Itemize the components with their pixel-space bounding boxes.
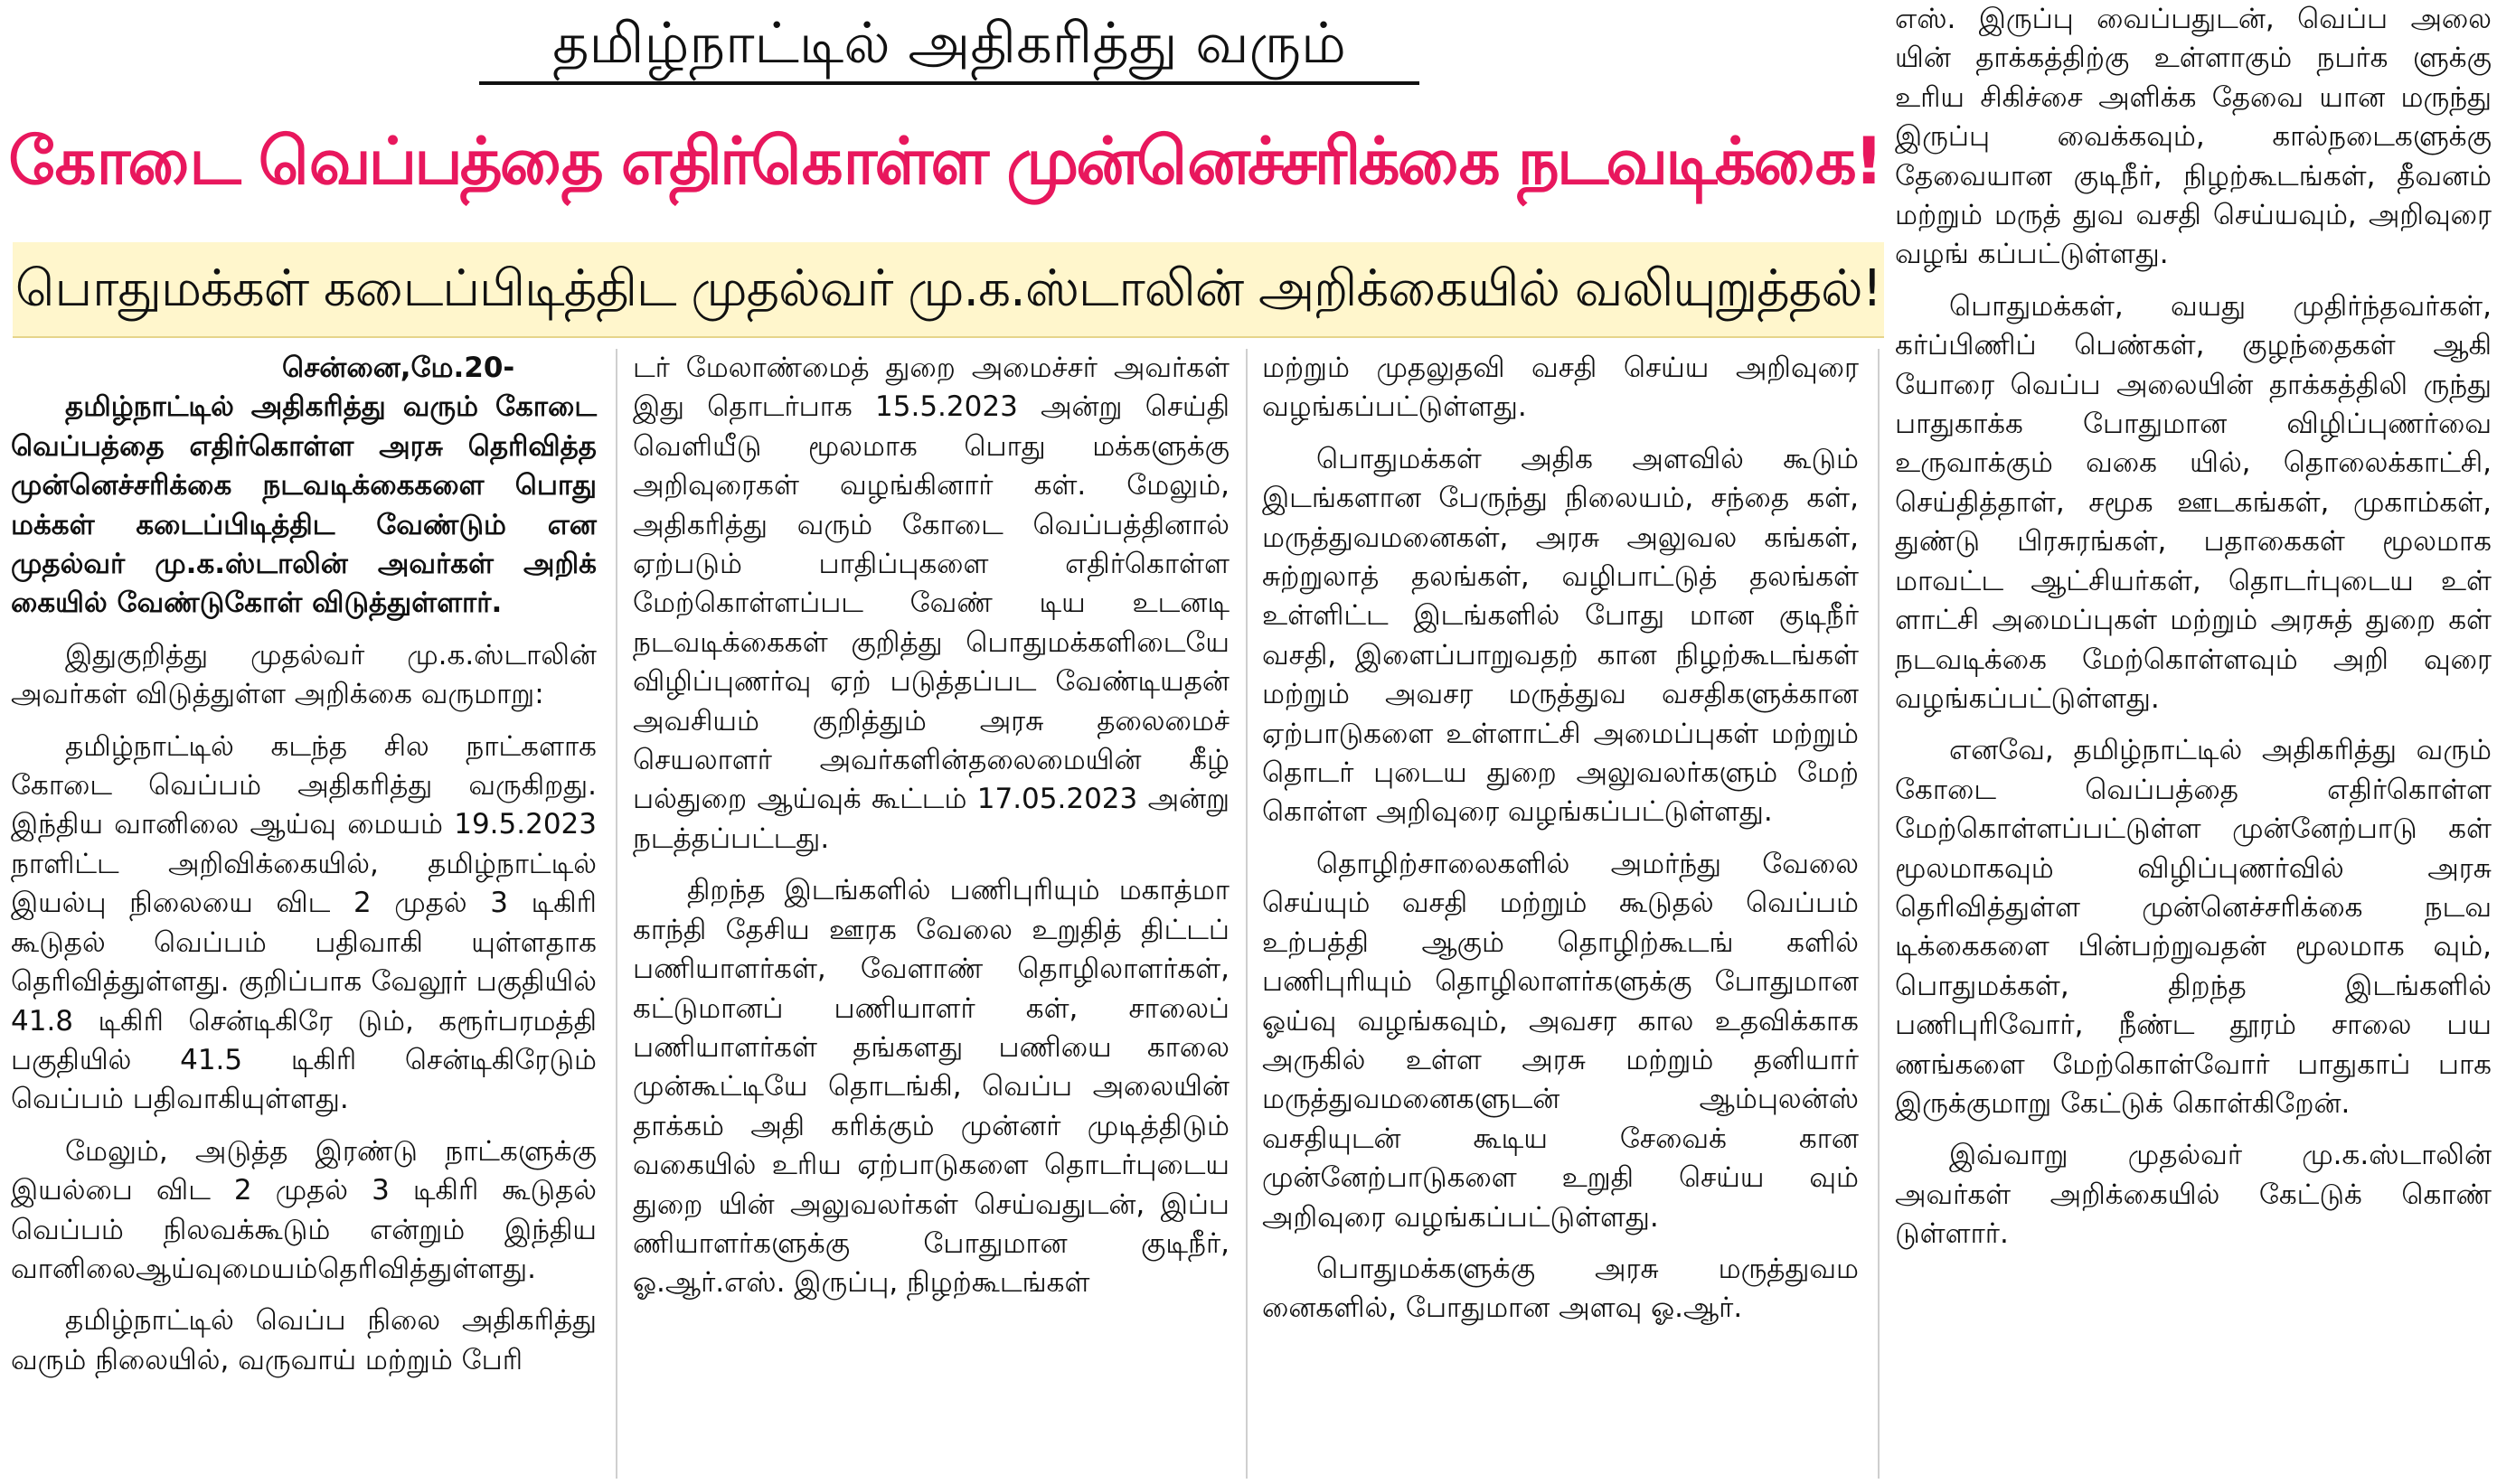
paragraph: தமிழ்நாட்டில் கடந்த சில நாட்களாக கோடை வெப்பம் அதிகரித்து வருகிறது. இந்திய வானிலை ஆய்வு மையம் 19.5.2023 நாளிட்ட அறிவிக்கையில், தமிழ்நாட்டில் இயல்பு நிலையை விட 2 முதல் 3 டிகிரி கூடுதல் வெப்பம் பதிவாகி யுள்ளதாக தெரிவித்துள்ளது. குறிப்பாக வேலூர் பகுதியில் 41.8 டிகிரி சென்டிகிரே டும், கரூர்பரமத்தி பகுதியில் 41.5 டிகிரி சென்டிகிரேடும் வெப்பம் பதிவாகியுள்ளது. <box>11 729 597 1116</box>
paragraph: பொதுமக்களுக்கு அரசு மருத்துவம னைகளில், போதுமான அளவு ஓ.ஆர். <box>1262 1252 1859 1325</box>
lead-paragraph: தமிழ்நாட்டில் அதிகரித்து வரும் கோடை வெப்பத்தை எதிர்கொள்ள அரசு தெரிவித்த முன்னெச்சரிக்கை நடவடிக்கைகளை பொது மக்கள் கடைப்பிடித்திட வேண்டும் என முதல்வர் மு.க.ஸ்டாலின் அவர்கள் அறிக் கையில் வேண்டுகோள் விடுத்துள்ளார். <box>11 390 597 620</box>
paragraph: டர் மேலாண்மைத் துறை அமைச்சர் அவர்கள் இது தொடர்பாக 15.5.2023 அன்று செய்தி வெளியீடு மூலமாக பொது மக்களுக்கு அறிவுரைகள் வழங்கினார் கள். மேலும், அதிகரித்து வரும் கோடை வெப்பத்தினால் ஏற்படும் பாதிப்புகளை எதிர்கொள்ள மேற்கொள்ளப்பட வேண் டிய உடனடி நடவடிக்கைகள் குறித்து பொதுமக்களிடையே விழிப்புணர்வு ஏற் படுத்தப்பட வேண்டியதன் அவசியம் குறித்தும் அரசு தலைமைச் செயலாளர் அவர்களின்தலைமையின் கீழ் பல்துறை ஆய்வுக் கூட்டம் 17.05.2023 அன்று நடத்தப்பட்டது. <box>633 352 1230 855</box>
sub-headline: பொதுமக்கள் கடைப்பிடித்திட முதல்வர் மு.க.ஸ்டாலின் அறிக்கையில் வலியுறுத்தல்! <box>13 242 1884 338</box>
kicker-headline: தமிழ்நாட்டில் அதிகரித்து வரும் <box>479 5 1419 85</box>
paragraph: தொழிற்சாலைகளில் அமர்ந்து வேலை செய்யும் வசதி மற்றும் கூடுதல் வெப்பம் உற்பத்தி ஆகும் தொழிற்கூடங் களில் பணிபுரியும் தொழிலாளர்களுக்கு போதுமான ஓய்வு வழங்கவும், அவசர கால உதவிக்காக அருகில் உள்ள அரசு மற்றும் தனியார் மருத்துவமனைகளுடன் ஆம்புலன்ஸ் வசதியுடன் கூடிய சேவைக் கான முன்னேற்பாடுகளை உறுதி செய்ய வும் அறிவுரை வழங்கப்பட்டுள்ளது. <box>1262 847 1859 1234</box>
dateline: சென்னை,மே.20- <box>282 352 515 384</box>
main-headline: கோடை வெப்பத்தை எதிர்கொள்ள முன்னெச்சரிக்கை நடவடிக்கை! <box>8 123 1881 199</box>
column-divider <box>1246 349 1248 1479</box>
paragraph: எஸ். இருப்பு வைப்பதுடன், வெப்ப அலை யின் தாக்கத்திற்கு உள்ளாகும் நபர்க ளுக்கு உரிய சிகிச்சை அளிக்க தேவை யான மருந்து இருப்பு வைக்கவும், கால்நடைகளுக்கு தேவையான குடிநீர், நிழற்கூடங்கள், தீவனம் மற்றும் மருத் துவ வசதி செய்யவும், அறிவுரை வழங் கப்பட்டுள்ளது. <box>1895 3 2492 271</box>
column-divider <box>616 349 617 1479</box>
article-column-2 <box>633 349 1230 1303</box>
paragraph: பொதுமக்கள், வயது முதிர்ந்தவர்கள், கர்ப்பிணிப் பெண்கள், குழந்தைகள் ஆகி யோரை வெப்ப அலையின் தாக்கத்திலி ருந்து பாதுகாக்க போதுமான விழிப்புணர்வை உருவாக்கும் வகை யில், தொலைக்காட்சி, செய்தித்தாள், சமூக ஊடகங்கள், முகாம்கள், துண்டு பிரசுரங்கள், பதாகைகள் மூலமாக மாவட்ட ஆட்சியர்கள், தொடர்புடைய உள் ளாட்சி அமைப்புகள் மற்றும் அரசுத் துறை கள் நடவடிக்கை மேற்கொள்ளவும் அறி வுரை வழங்கப்பட்டுள்ளது. <box>1895 289 2492 715</box>
article-column-1 <box>11 349 597 1380</box>
paragraph: இதுகுறித்து முதல்வர் மு.க.ஸ்டாலின் அவர்கள் விடுத்துள்ள அறிக்கை வருமாறு: <box>11 638 597 711</box>
paragraph: எனவே, தமிழ்நாட்டில் அதிகரித்து வரும் கோடை வெப்பத்தை எதிர்கொள்ள மேற்கொள்ளப்பட்டுள்ள முன்னேற்பாடு கள் மூலமாகவும் விழிப்புணர்வில் அரசு தெரிவித்துள்ள முன்னெச்சரிக்கை நடவ டிக்கைகளை பின்பற்றுவதன் மூலமாக வும், பொதுமக்கள், திறந்த இடங்களில் பணிபுரிவோர், நீண்ட தூரம் சாலை பய ணங்களை மேற்கொள்வோர் பாதுகாப் பாக இருக்குமாறு கேட்டுக் கொள்கிறேன். <box>1895 734 2492 1120</box>
column-divider <box>1878 349 1880 1479</box>
paragraph: மற்றும் முதலுதவி வசதி செய்ய அறிவுரை வழங்கப்பட்டுள்ளது. <box>1262 352 1859 424</box>
article-column-3 <box>1262 349 1859 1329</box>
paragraph: மேலும், அடுத்த இரண்டு நாட்களுக்கு இயல்பை விட 2 முதல் 3 டிகிரி கூடுதல் வெப்பம் நிலவக்கூடும் என்றும் இந்திய வானிலைஆய்வுமையம்தெரிவித்துள்ளது. <box>11 1134 597 1285</box>
paragraph: தமிழ்நாட்டில் வெப்ப நிலை அதிகரித்து வரும் நிலையில், வருவாய் மற்றும் பேரி <box>11 1304 597 1376</box>
paragraph: இவ்வாறு முதல்வர் மு.க.ஸ்டாலின் அவர்கள் அறிக்கையில் கேட்டுக் கொண் டுள்ளார். <box>1895 1139 2492 1251</box>
article-column-4 <box>1895 0 2492 1254</box>
paragraph: திறந்த இடங்களில் பணிபுரியும் மகாத்மா காந்தி தேசிய ஊரக வேலை உறுதித் திட்டப் பணியாளர்கள், வேளாண் தொழிலாளர்கள், கட்டுமானப் பணியாளர் கள், சாலைப் பணியாளர்கள் தங்களது பணியை காலை முன்கூட்டியே தொடங்கி, வெப்ப அலையின் தாக்கம் அதி கரிக்கும் முன்னர் முடித்திடும் வகையில் உரிய ஏற்பாடுகளை தொடர்புடைய துறை யின் அலுவலர்கள் செய்வதுடன், இப்ப ணியாளர்களுக்கு போதுமான குடிநீர், ஓ.ஆர்.எஸ். இருப்பு, நிழற்கூடங்கள் <box>633 874 1230 1300</box>
paragraph: பொதுமக்கள் அதிக அளவில் கூடும் இடங்களான பேருந்து நிலையம், சந்தை கள், மருத்துவமனைகள், அரசு அலுவல கங்கள், சுற்றுலாத் தலங்கள், வழிபாட்டுத் தலங்கள் உள்ளிட்ட இடங்களில் போது மான குடிநீர் வசதி, இளைப்பாறுவதற் கான நிழற்கூடங்கள் மற்றும் அவசர மருத்துவ வசதிகளுக்கான ஏற்பாடுகளை உள்ளாட்சி அமைப்புகள் மற்றும் தொடர் புடைய துறை அலுவலர்களும் மேற் கொள்ள அறிவுரை வழங்கப்பட்டுள்ளது. <box>1262 442 1859 829</box>
